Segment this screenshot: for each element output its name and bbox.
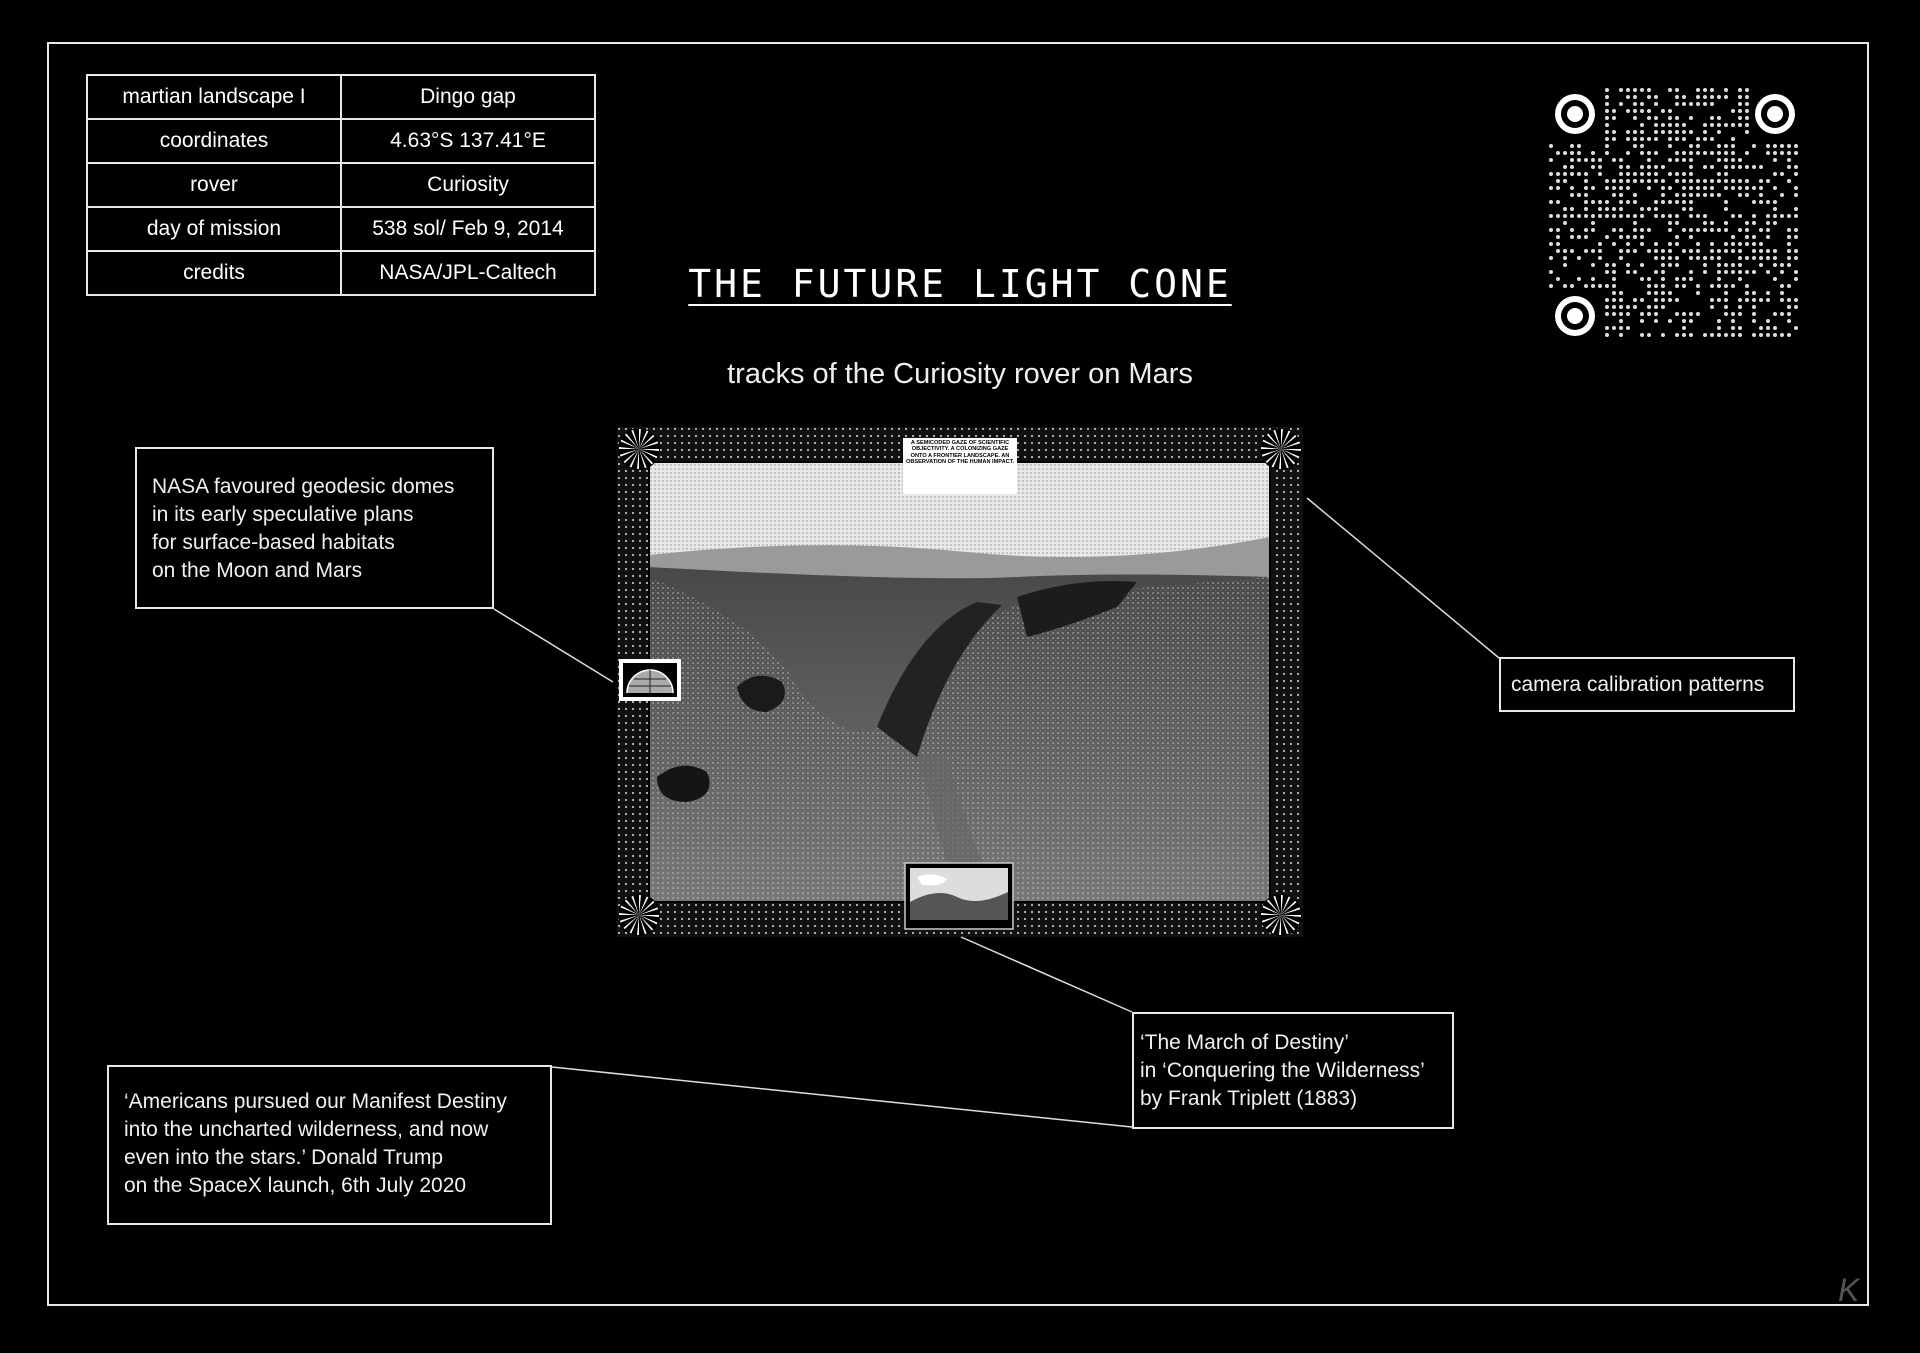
page-title: THE FUTURE LIGHT CONE [688, 262, 1232, 306]
note-calibration-patterns: camera calibration patterns [1499, 657, 1795, 712]
note-geodesic-domes: NASA favoured geodesic domes in its early speculative plans for surface-based habitats on the Moon and Mars [135, 447, 494, 609]
row-value: 538 sol/ Feb 9, 2014 [341, 207, 595, 251]
page-subtitle: tracks of the Curiosity rover on Mars [727, 358, 1193, 390]
photo-caption: A SEMICODED GAZE OF SCIENTIFIC OBJECTIVITY. A COLONIZING GAZE ONTO A FRONTIER LANDSCAPE. AN OBSERVATION OF THE HUMAN IMPACT. [905, 440, 1015, 466]
row-label: credits [87, 251, 341, 295]
row-value: 4.63°S 137.41°E [341, 119, 595, 163]
artist-signature: K [1838, 1272, 1860, 1308]
row-label: coordinates [87, 119, 341, 163]
row-label: day of mission [87, 207, 341, 251]
row-label: martian landscape I [87, 75, 341, 119]
row-value: Curiosity [341, 163, 595, 207]
note-march-of-destiny: ‘The March of Destiny’ in ‘Conquering the Wilderness’ by Frank Triplett (1883) [1132, 1012, 1454, 1129]
row-label: rover [87, 163, 341, 207]
row-value: Dingo gap [341, 75, 595, 119]
row-value: NASA/JPL-Caltech [341, 251, 595, 295]
note-trump-quote: ‘Americans pursued our Manifest Destiny into the uncharted wilderness, and now even into the stars.’ Donald Trump on the SpaceX launch, 6th July 2020 [107, 1065, 552, 1225]
